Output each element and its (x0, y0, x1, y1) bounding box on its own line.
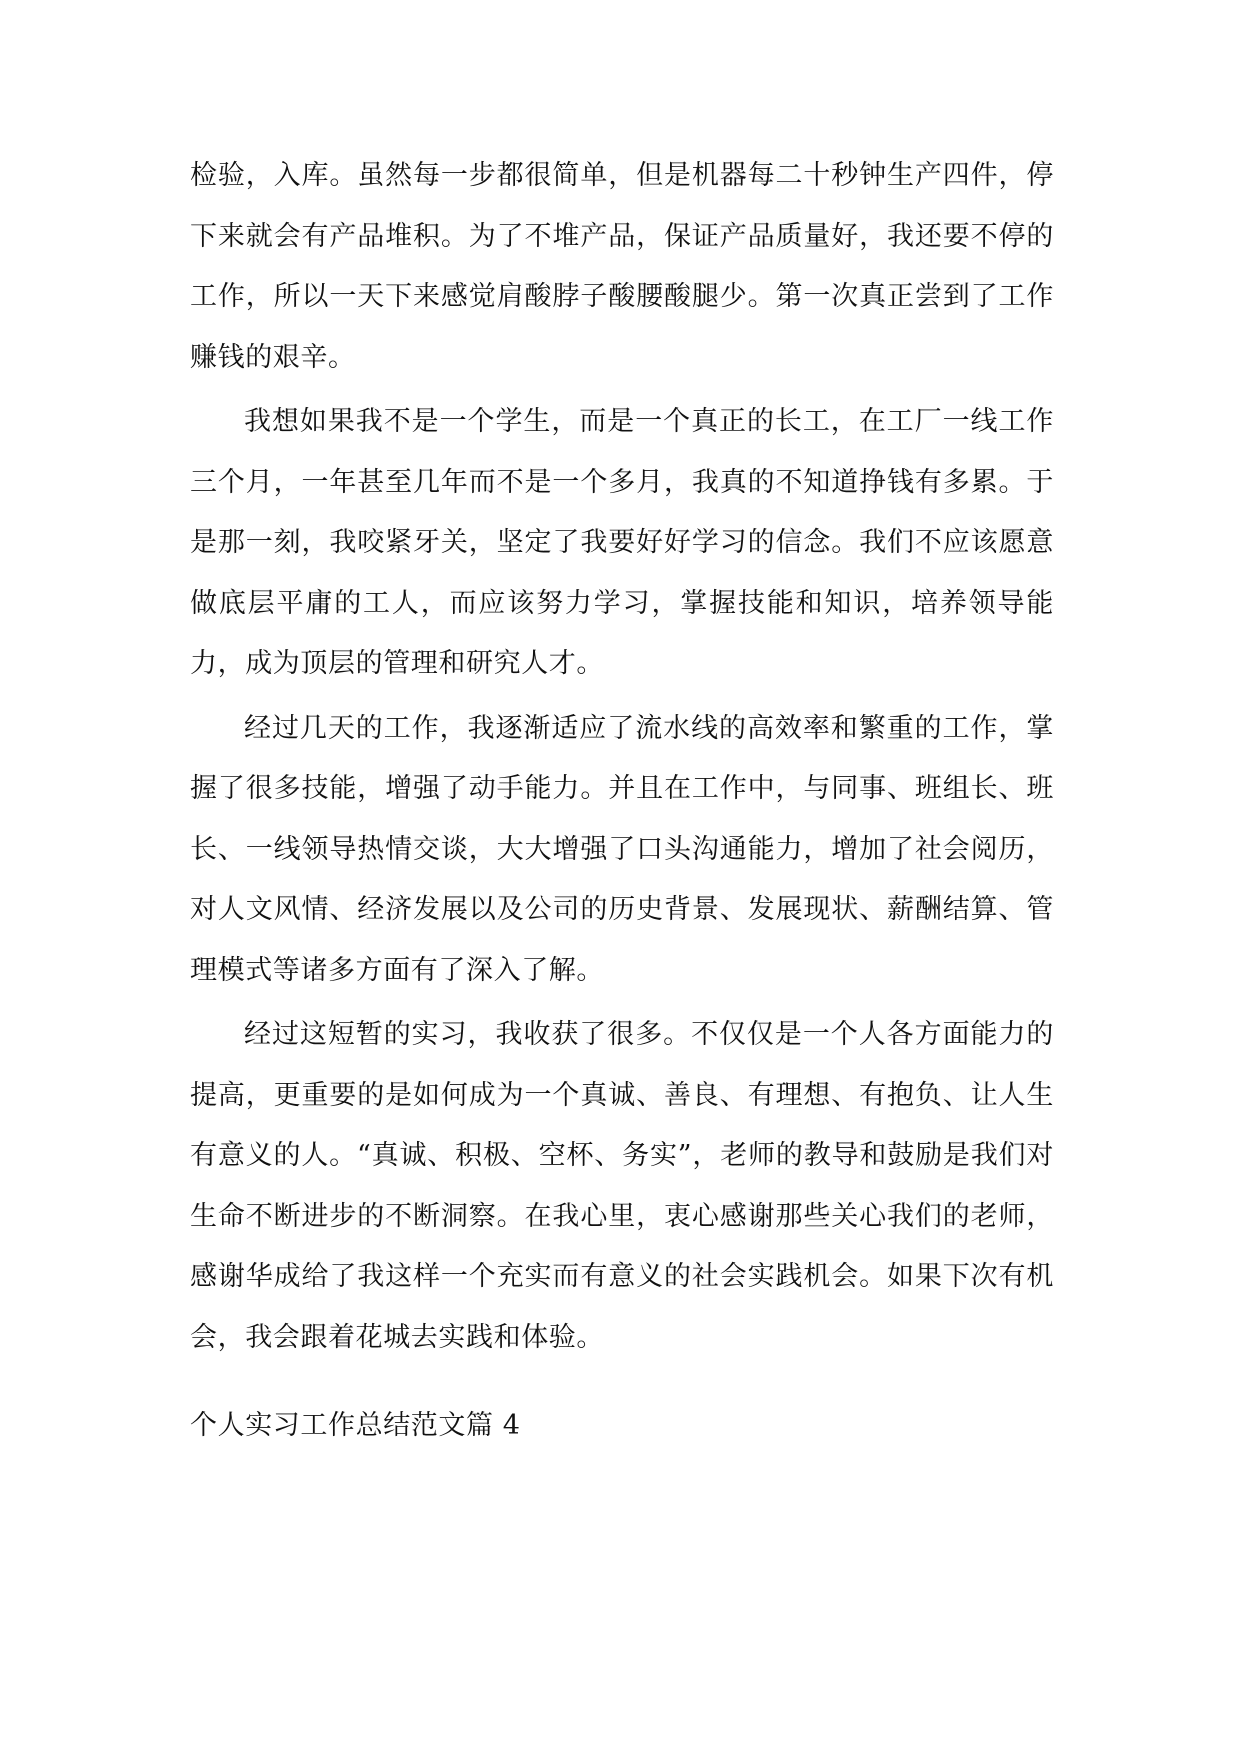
paragraph-continued: 检验，入库。虽然每一步都很简单，但是机器每二十秒钟生产四件，停下来就会有产品堆积。为了不堆产品，保证产品质量好，我还要不停的工作，所以一天下来感觉肩酸脖子酸腰酸腿少。第一次真正尝到了工作赚钱的艰辛。 (190, 160, 1054, 373)
paragraph: 经过这短暂的实习，我收获了很多。不仅仅是一个人各方面能力的提高，更重要的是如何成为一个真诚、善良、有理想、有抱负、让人生有意义的人。“真诚、积极、空杯、务实”，老师的教导和鼓励是我们对生命不断进步的不断洞察。在我心里，衷心感谢那些关心我们的老师，感谢华成给了我这样一个充实而有意义的社会实践机会。如果下次有机会，我会跟着花城去实践和体验。 (190, 1019, 1054, 1353)
paragraph: 我想如果我不是一个学生，而是一个真正的长工，在工厂一线工作三个月，一年甚至几年而不是一个多月，我真的不知道挣钱有多累。于是那一刻，我咬紧牙关，坚定了我要好好学习的信念。我们不应该愿意做底层平庸的工人，而应该努力学习，掌握技能和知识，培养领导能力，成为顶层的管理和研究人才。 (190, 406, 1054, 679)
paragraph: 经过几天的工作，我逐渐适应了流水线的高效率和繁重的工作，掌握了很多技能，增强了动手能力。并且在工作中，与同事、班组长、班长、一线领导热情交谈，大大增强了口头沟通能力，增加了社会阅历，对人文风情、经济发展以及公司的历史背景、发展现状、薪酬结算、管理模式等诸多方面有了深入了解。 (190, 712, 1054, 986)
section-heading: 个人实习工作总结范文篇 4 (190, 1410, 521, 1441)
document-body (190, 146, 1054, 1372)
